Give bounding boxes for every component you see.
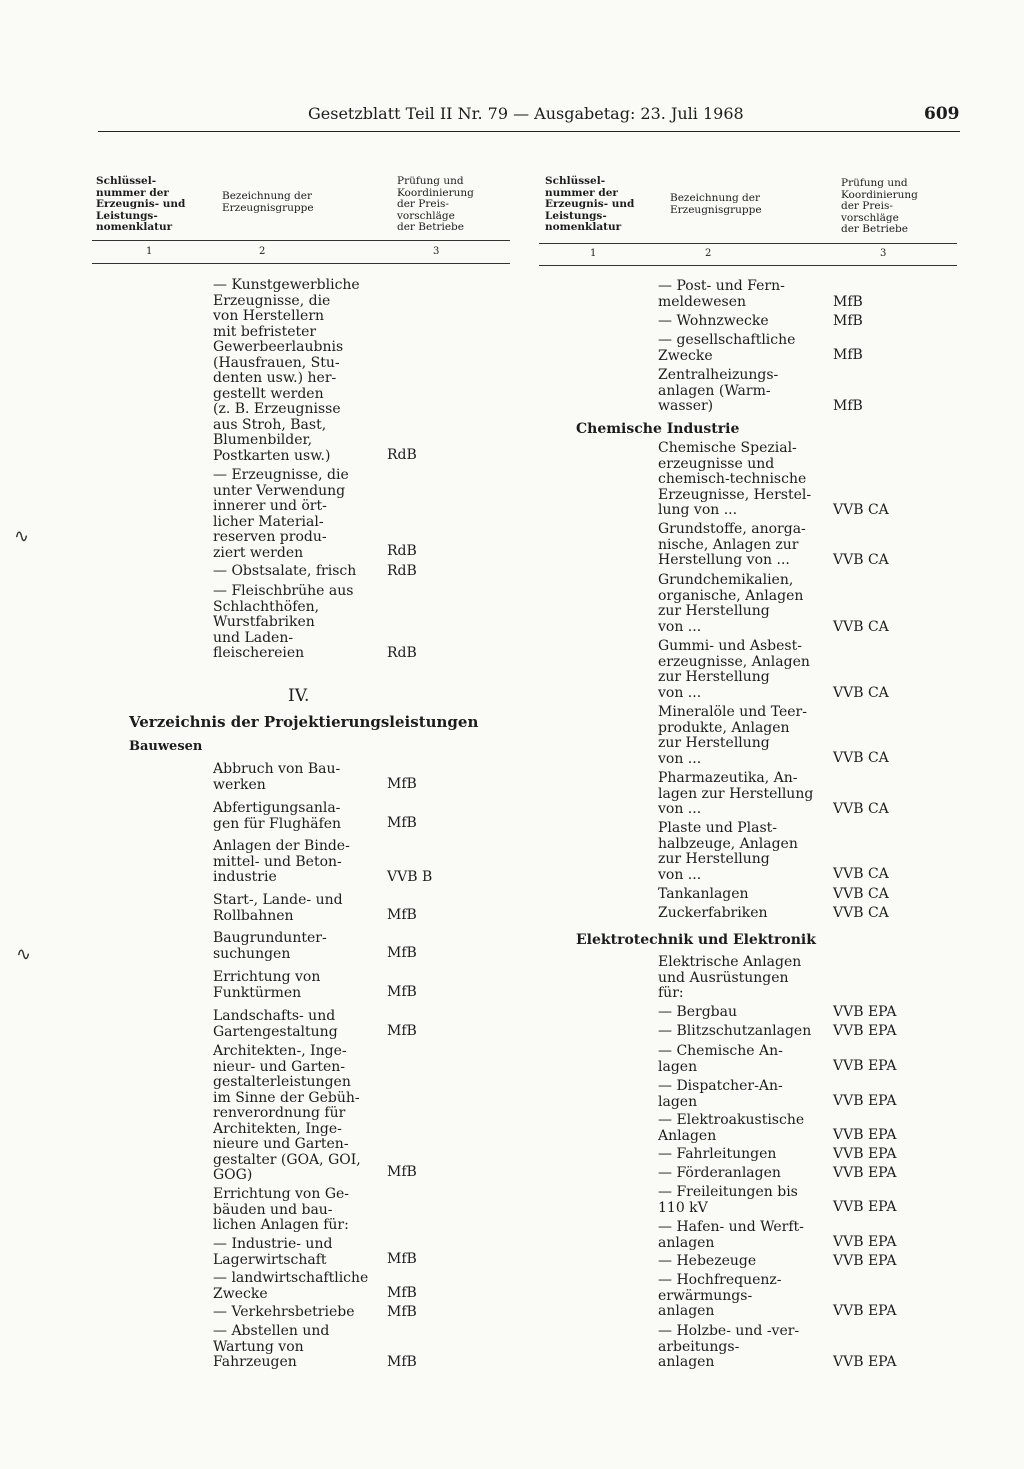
list-item-value: VVB CA [833,905,889,921]
list-item-value: MfB [833,294,863,310]
page-number: 609 [924,104,960,124]
table-rule-bottom [92,263,510,264]
list-item-value: MfB [387,984,417,1000]
list-item: Plaste und Plast- halbzeuge, Anlagen zur Herstellung von ... [658,820,798,883]
list-item: — Fahrleitungen [658,1146,777,1162]
left-column [92,168,512,1398]
list-item-value: RdB [387,645,417,661]
list-item: Start-, Lande- und Rollbahnen [213,892,343,924]
list-item-value: VVB EPA [833,1354,897,1370]
list-item: — Erzeugnisse, die unter Verwendung innerer und ört- licher Material- reserven produ- ziert werden [213,467,349,561]
table-rule-top [92,240,510,241]
list-item-value: MfB [387,907,417,923]
list-item-value: VVB CA [833,552,889,568]
list-item: Mineralöle und Teer- produkte, Anlagen zur Herstellung von ... [658,704,807,767]
list-item: Grundstoffe, anorga- nische, Anlagen zur Herstellung von ... [658,521,806,568]
list-item: — Holzbe- und -ver- arbeitungs- anlagen [658,1323,800,1370]
list-item: — Obstsalate, frisch [213,563,357,579]
list-item-value: MfB [833,398,863,414]
margin-tick-mark: ∿ [14,526,30,547]
list-item: — Hochfrequenz- erwärmungs- anlagen [658,1272,782,1319]
list-item-value: VVB CA [833,685,889,701]
list-item: Errichtung von Funktürmen [213,969,321,1001]
list-item-value: MfB [387,1164,417,1180]
list-item-value: VVB CA [833,866,889,882]
list-item-value: VVB EPA [833,1004,897,1020]
header-title: Gesetzblatt Teil II Nr. 79 — Ausgabetag: 23. Juli 1968 [308,104,744,123]
list-item-value: VVB CA [833,619,889,635]
column-number-2: 2 [259,246,266,257]
list-item: Abbruch von Bau- werken [213,761,341,793]
section-heading-electrical: Elektrotechnik und Elektronik [576,932,816,948]
column-header-review: Prüfung und Koordinierung der Preis- vorschläge der Betriebe [841,177,918,235]
list-item: — gesellschaftliche Zwecke [658,332,796,364]
list-item-value: MfB [387,815,417,831]
list-item-value: VVB EPA [833,1165,897,1181]
list-item: — Hebezeuge [658,1253,757,1269]
list-item: Errichtung von Ge- bäuden und bau- lichen Anlagen für: [213,1186,350,1233]
list-item-value: MfB [387,945,417,961]
table-rule-top [539,243,957,244]
list-item-value: VVB EPA [833,1146,897,1162]
list-item: — Bergbau [658,1004,738,1020]
list-item-value: VVB CA [833,750,889,766]
list-item-value: VVB EPA [833,1023,897,1039]
margin-tick-mark: ∿ [16,944,32,965]
column-number-2: 2 [705,248,712,259]
roman-numeral: IV. [288,686,310,706]
list-item: — Industrie- und Lagerwirtschaft [213,1236,333,1268]
list-item: Abfertigungsanla- gen für Flughäfen [213,800,342,832]
column-number-3: 3 [433,246,440,257]
list-item: — Elektroakustische Anlagen [658,1112,805,1144]
column-number-1: 1 [146,246,153,257]
list-item-value: VVB CA [833,801,889,817]
list-item-value: VVB EPA [833,1058,897,1074]
list-item: — Kunstgewerbliche Erzeugnisse, die von Herstellern mit befristeter Gewerbeerlaubnis (Hausfrauen, Stu- denten usw.) her- gestellt werden (z. B. Erzeugnisse aus Stroh, Bast, Blumenbilder, Postkarten usw.) [213,277,360,464]
list-item: Grundchemikalien, organische, Anlagen zur Herstellung von ... [658,572,804,635]
right-column [539,168,959,1398]
list-item: Tankanlagen [658,886,749,902]
list-item: Elektrische Anlagen und Ausrüstungen für: [658,954,802,1001]
column-header-key: Schlüssel- nummer der Erzeugnis- und Leistungs- nomenklatur [96,175,186,233]
list-item-value: VVB EPA [833,1234,897,1250]
list-item: Zuckerfabriken [658,905,768,921]
list-item-value: RdB [387,543,417,559]
list-item-value: MfB [387,1304,417,1320]
section-heading-chemistry: Chemische Industrie [576,421,740,437]
list-item-value: VVB EPA [833,1127,897,1143]
list-item-value: VVB EPA [833,1093,897,1109]
table-rule-bottom [539,265,957,266]
column-header-review: Prüfung und Koordinierung der Preis- vorschläge der Betriebe [397,175,474,233]
column-number-3: 3 [880,248,887,259]
list-item-value: MfB [387,1354,417,1370]
list-item-value: MfB [387,1285,417,1301]
list-item: Pharmazeutika, An- lagen zur Herstellung von ... [658,770,814,817]
list-item-value: VVB EPA [833,1253,897,1269]
list-item: — Chemische An- lagen [658,1043,783,1075]
list-item-value: VVB EPA [833,1303,897,1319]
list-item-value: MfB [833,313,863,329]
column-header-key: Schlüssel- nummer der Erzeugnis- und Leistungs- nomenklatur [545,175,635,233]
list-item: — Freileitungen bis 110 kV [658,1184,798,1216]
list-item-value: VVB CA [833,502,889,518]
subsection-title: Bauwesen [129,739,203,754]
list-item: — Förderanlagen [658,1165,781,1181]
list-item: Chemische Spezial- erzeugnisse und chemisch-technische Erzeugnisse, Herstel- lung von ... [658,440,812,518]
list-item: — Hafen- und Werft- anlagen [658,1219,804,1251]
list-item: — Wohnzwecke [658,313,769,329]
header-rule [98,131,960,132]
list-item: — Dispatcher-An- lagen [658,1078,783,1110]
list-item: — Abstellen und Wartung von Fahrzeugen [213,1323,330,1370]
list-item: Anlagen der Binde- mittel- und Beton- industrie [213,838,350,885]
list-item-value: MfB [387,776,417,792]
list-item-value: VVB EPA [833,1199,897,1215]
list-item-value: VVB CA [833,886,889,902]
list-item-value: RdB [387,447,417,463]
list-item: Baugrundunter- suchungen [213,930,327,962]
column-number-1: 1 [590,248,597,259]
list-item-value: MfB [387,1251,417,1267]
list-item: Architekten-, Inge- nieur- und Garten- gestalterleistungen im Sinne der Gebüh- renverordnung für Architekten, Inge- nieure und Garten- gestalter (GOA, GOI, GOG) [213,1043,361,1183]
list-item-value: VVB B [387,869,433,885]
list-item-value: MfB [833,347,863,363]
list-item: — Verkehrsbetriebe [213,1304,355,1320]
list-item: — landwirtschaftliche Zwecke [213,1270,369,1302]
column-header-designation: Bezeichnung der Erzeugnisgruppe [670,192,762,216]
section-title: Verzeichnis der Projektierungsleistungen [129,713,479,731]
list-item: — Post- und Fern- meldewesen [658,278,785,310]
list-item-value: MfB [387,1023,417,1039]
list-item: — Blitzschutzanlagen [658,1023,812,1039]
list-item: — Fleischbrühe aus Schlachthöfen, Wurstfabriken und Laden- fleischereien [213,583,354,661]
column-header-designation: Bezeichnung der Erzeugnisgruppe [222,190,314,214]
list-item: Gummi- und Asbest- erzeugnisse, Anlagen zur Herstellung von ... [658,638,810,701]
list-item-value: RdB [387,563,417,579]
list-item: Zentralheizungs- anlagen (Warm- wasser) [658,367,779,414]
list-item: Landschafts- und Gartengestaltung [213,1008,338,1040]
